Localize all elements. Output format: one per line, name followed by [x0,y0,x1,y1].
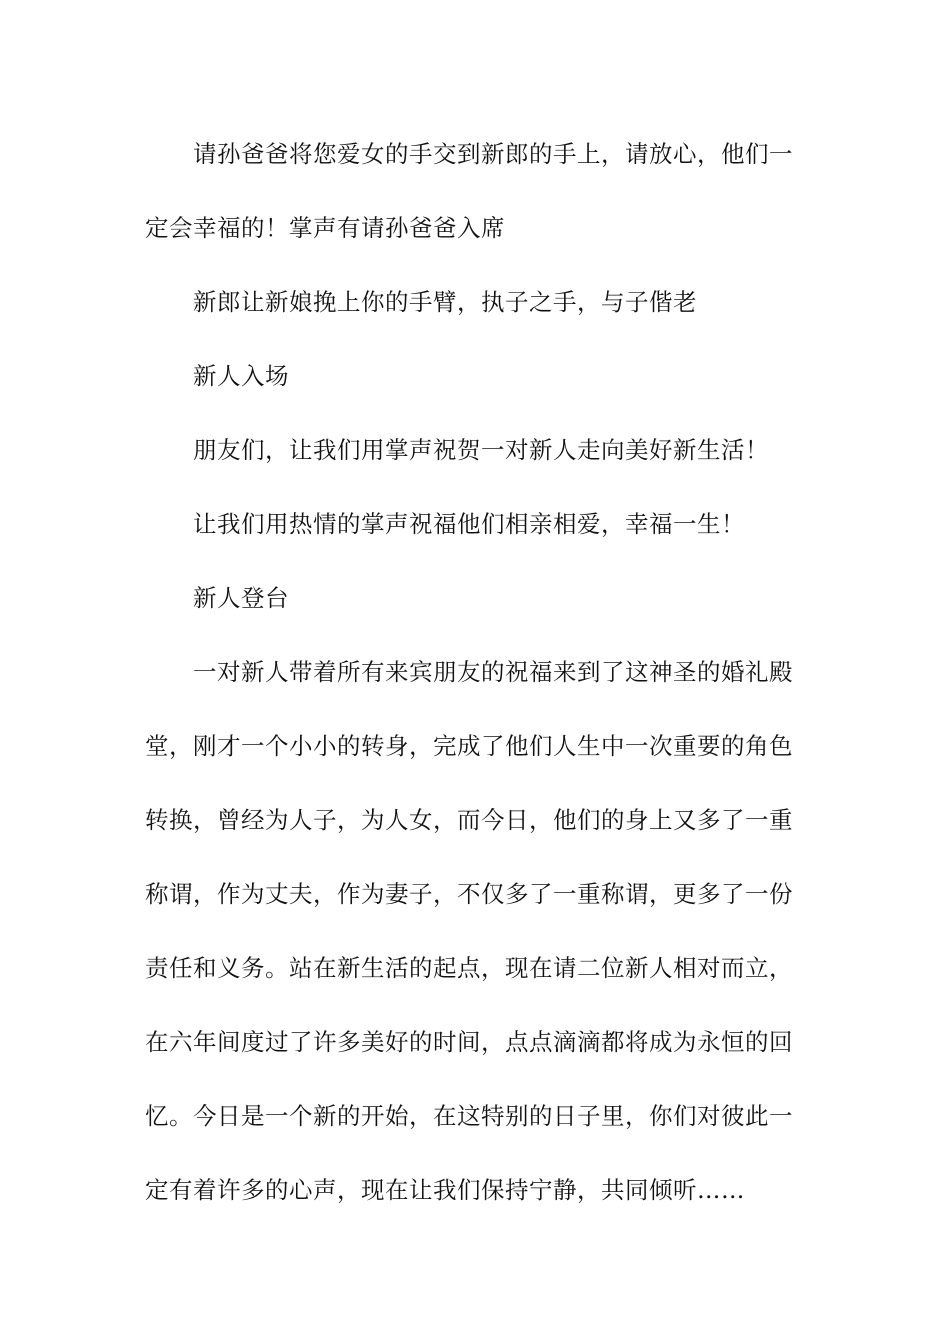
text-line: 朋友们，让我们用掌声祝贺一对新人走向美好新生活！ [193,436,769,464]
text-line: 忆。今日是一个新的开始，在这特别的日子里，你们对彼此一 [145,1102,793,1130]
paragraph-couple-speech [145,635,807,1227]
text-line: 定会幸福的！掌声有请孙爸爸入席 [145,214,505,242]
paragraph-applause-friends [145,413,807,487]
paragraph-groom-arm [145,265,807,339]
text-line: 新郎让新娘挽上你的手臂，执子之手，与子偕老 [193,288,697,316]
text-line: 新人登台 [193,584,289,612]
text-line: 在六年间度过了许多美好的时间，点点滴滴都将成为永恒的回 [145,1028,793,1056]
text-line: 请孙爸爸将您爱女的手交到新郎的手上，请放心，他们一 [193,140,793,168]
heading-couple-entrance [145,339,807,413]
paragraph-father-handover [145,117,807,265]
text-line: 责任和义务。站在新生活的起点，现在请二位新人相对而立， [145,954,793,982]
text-line: 新人入场 [193,362,289,390]
paragraph-applause-blessing [145,487,807,561]
text-line: 称谓，作为丈夫，作为妻子，不仅多了一重称谓，更多了一份 [145,880,793,908]
text-line: 堂，刚才一个小小的转身，完成了他们人生中一次重要的角色 [145,732,793,760]
text-line: 让我们用热情的掌声祝福他们相亲相爱，幸福一生！ [193,510,745,538]
text-line: 一对新人带着所有来宾朋友的祝福来到了这神圣的婚礼殿 [193,658,793,686]
heading-couple-on-stage [145,561,807,635]
text-line: 转换，曾经为人子，为人女，而今日，他们的身上又多了一重 [145,806,793,834]
text-line: 定有着许多的心声，现在让我们保持宁静，共同倾听…… [145,1176,745,1204]
